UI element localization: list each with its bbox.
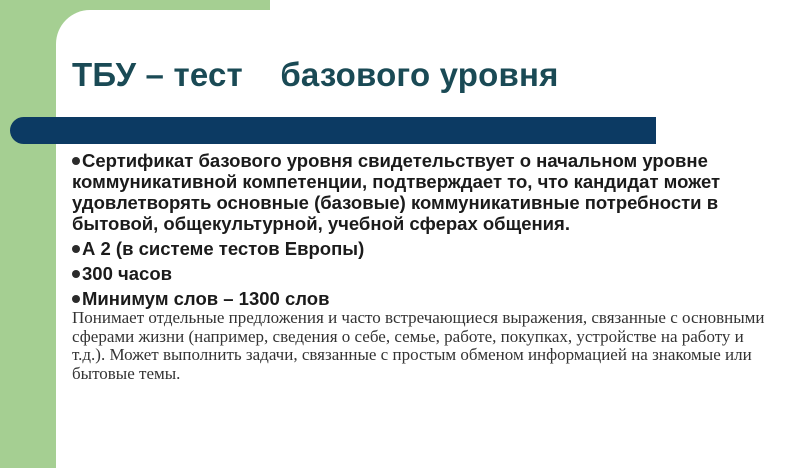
slide-title: ТБУ – тест базового уровня: [72, 56, 559, 93]
bullet-dot-icon: [72, 295, 80, 303]
bullet-text: А 2 (в системе тестов Европы): [82, 238, 365, 259]
bullet-level: [72, 238, 772, 259]
slide-content: [72, 150, 772, 383]
title-underline-bar: [10, 117, 656, 144]
bullet-text: Минимум слов – 1300 слов: [82, 288, 330, 309]
bullet-text: Сертификат базового уровня свидетельствует о начальном уровне коммуникативной компетенции, подтверждает то, что кандидат может удовлетворять основные (базовые) коммуникативные потребности в бытовой, общекультурной, учебной сферах общения.: [72, 150, 721, 234]
bullet-certificate: [72, 150, 772, 234]
bullet-dot-icon: [72, 245, 80, 253]
bullet-vocabulary: [72, 288, 772, 309]
level-description: Понимает отдельные предложения и часто встречающиеся выражения, связанные с основными сферами жизни (например, сведения о себе, семье, работе, покупках, устройстве на работу и т.д.). Может выполнить задачи, связанные с простым обменом информацией на знакомые или бытовые темы.: [72, 308, 765, 383]
bullet-hours: [72, 263, 772, 284]
bullet-text: 300 часов: [82, 263, 172, 284]
bullet-dot-icon: [72, 157, 80, 165]
bullet-dot-icon: [72, 270, 80, 278]
